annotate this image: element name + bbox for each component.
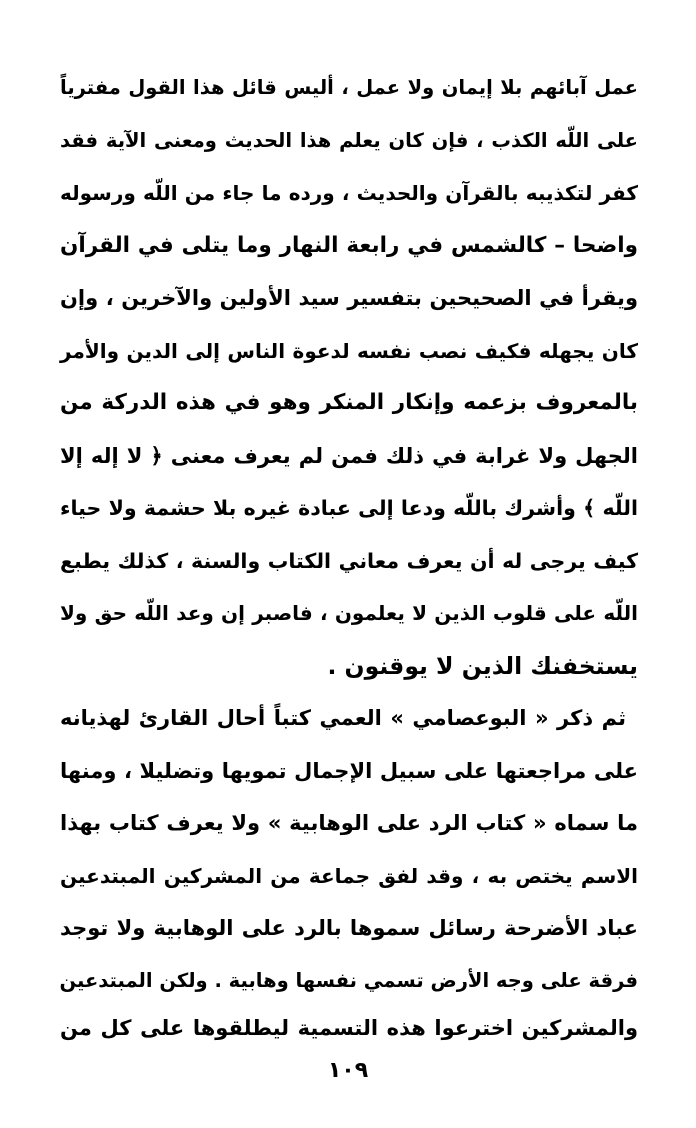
text-line: اللّه على قلوب الذين لا يعلمون ، فاصبر إن وعد اللّه حق ولا xyxy=(60,601,638,625)
text-line: فرقة على وجه الأرض تسمي نفسها وهابية . ولكن المبتدعين xyxy=(59,969,638,992)
text-line: اللّه ﴾ وأشرك باللّه ودعا إلى عبادة غيره بلا حشمة ولا حياء xyxy=(60,496,638,520)
text-line: يستخفنك الذين لا يوقنون . xyxy=(327,652,638,680)
text-line: والمشركين اخترعوا هذه التسمية ليطلقوها على كل من xyxy=(60,1016,638,1040)
text-line: عمل آبائهم بلا إيمان ولا عمل ، أليس قائل هذا القول مفترياً xyxy=(60,76,638,99)
text-line: على اللّه الكذب ، فإن كان يعلم هذا الحديث ومعنى الآية فقد xyxy=(60,129,638,152)
text-line: واضحا – كالشمس في رابعة النهار وما يتلى في القرآن xyxy=(60,233,638,258)
text-line: الاسم يختص به ، وقد لفق جماعة من المشركين المبتدعين xyxy=(60,864,638,888)
text-line: ما سماه « كتاب الرد على الوهابية » ولا يعرف كتاب بهذا xyxy=(60,811,638,835)
text-line xyxy=(60,968,638,1004)
text-line: ويقرأ في الصحيحين بتفسير سيد الأولين والآخرين ، وإن xyxy=(60,286,638,310)
text-line: بالمعروف بزعمه وإنكار المنكر وهو في هذه الدركة من xyxy=(60,390,638,415)
text-line: كفر لتكذيبه بالقرآن والحديث ، ورده ما جاء من اللّه ورسوله xyxy=(60,181,638,205)
text-line: الجهل ولا غرابة في ذلك فمن لم يعرف معنى ﴿ لا إله إلا xyxy=(60,444,638,468)
text-line: عباد الأضرحة رسائل سموها بالرد على الوهابية ولا توجد xyxy=(60,916,638,940)
text-line: كان يجهله فكيف نصب نفسه لدعوة الناس إلى الدين والأمر xyxy=(60,339,638,363)
page-number: ١٠٩ xyxy=(327,1058,369,1083)
text-line: على مراجعتها على سبيل الإجمال تمويها وتضليلا ، ومنها xyxy=(60,759,638,783)
text-line: كيف يرجى له أن يعرف معاني الكتاب والسنة ، كذلك يطبع xyxy=(60,549,638,573)
text-line: ثم ذكر « البوعصامي » العمي كتباً أحال القارئ لهذيانه xyxy=(60,706,626,730)
